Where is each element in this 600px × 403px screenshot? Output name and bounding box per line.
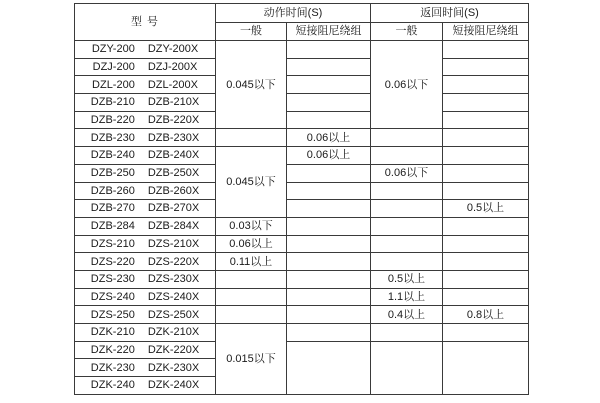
model-name: DZS-220 (90, 255, 135, 268)
model-name-x: DZS-250X (147, 308, 200, 321)
return-general-cell (371, 200, 443, 218)
header-row-groups (75, 4, 529, 23)
action-damping-cell (287, 341, 371, 394)
table-row (75, 324, 529, 342)
model-name: DZS-210 (90, 237, 135, 250)
model-name-x: DZK-220X (147, 343, 200, 356)
action-general-cell: 0.045以下 (216, 41, 287, 129)
return-damping-cell (443, 182, 529, 200)
model-name: DZY-200 (91, 43, 135, 56)
col-header-return-time: 返回时间(S) (371, 4, 529, 23)
action-general-cell: 0.06以上 (216, 235, 287, 253)
model-name: DZS-240 (90, 290, 135, 303)
model-name: DZB-220 (90, 114, 135, 127)
return-damping-cell (443, 253, 529, 271)
return-damping-cell (443, 270, 529, 288)
action-damping-cell (287, 288, 371, 306)
table-row (75, 111, 529, 129)
model-cell (75, 377, 216, 395)
model-name: DZK-240 (90, 379, 135, 392)
action-damping-cell (287, 76, 371, 94)
return-general-cell: 1.1以上 (371, 288, 443, 306)
action-damping-cell (287, 253, 371, 271)
timing-spec-table (74, 3, 529, 395)
table-row (75, 341, 529, 359)
model-name-x: DZB-230X (147, 131, 200, 144)
table-row (75, 200, 529, 218)
model-cell (75, 217, 216, 235)
col-header-return-general: 一般 (371, 23, 443, 41)
return-damping-cell (443, 235, 529, 253)
action-general-cell (216, 129, 287, 147)
model-name: DZB-270 (90, 202, 135, 215)
return-general-cell (371, 147, 443, 165)
return-general-cell: 0.5以上 (371, 270, 443, 288)
model-cell (75, 76, 216, 94)
return-damping-cell (443, 41, 529, 59)
return-damping-cell (443, 217, 529, 235)
action-damping-cell (287, 41, 371, 59)
return-general-cell (371, 129, 443, 147)
return-damping-cell: 0.8以上 (443, 306, 529, 324)
model-name-x: DZB-284X (147, 220, 200, 233)
return-general-cell (371, 253, 443, 271)
table-row (75, 182, 529, 200)
model-name: DZB-250 (90, 167, 135, 180)
model-name: DZB-260 (90, 184, 135, 197)
model-name: DZK-230 (90, 361, 135, 374)
model-name-x: DZB-220X (147, 114, 200, 127)
table-row (75, 164, 529, 182)
return-general-cell: 0.06以下 (371, 164, 443, 182)
return-damping-cell (443, 111, 529, 129)
return-general-cell (371, 341, 443, 394)
model-cell (75, 200, 216, 218)
action-damping-cell (287, 200, 371, 218)
table-row (75, 94, 529, 112)
model-name-x: DZL-200X (147, 78, 198, 91)
model-cell (75, 270, 216, 288)
model-name-x: DZS-220X (147, 255, 200, 268)
model-name: DZJ-200 (92, 60, 135, 73)
model-cell (75, 41, 216, 59)
return-damping-cell (443, 288, 529, 306)
model-name-x: DZB-210X (147, 96, 200, 109)
table-row (75, 288, 529, 306)
action-general-cell: 0.11以上 (216, 253, 287, 271)
model-cell (75, 129, 216, 147)
return-damping-cell (443, 324, 529, 342)
model-name: DZB-210 (90, 96, 135, 109)
col-header-action-damping: 短接阻尼绕组 (287, 23, 371, 41)
return-damping-cell (443, 58, 529, 76)
model-name-x: DZK-230X (147, 361, 200, 374)
model-cell (75, 111, 216, 129)
table-row (75, 306, 529, 324)
action-general-cell: 0.015以下 (216, 324, 287, 395)
action-general-cell (216, 270, 287, 288)
table-row (75, 76, 529, 94)
return-general-cell: 0.4以上 (371, 306, 443, 324)
model-name: DZS-250 (90, 308, 135, 321)
action-damping-cell (287, 217, 371, 235)
model-name-x: DZS-240X (147, 290, 200, 303)
return-damping-cell (443, 94, 529, 112)
return-general-cell (371, 324, 443, 342)
model-cell (75, 306, 216, 324)
return-damping-cell (443, 341, 529, 394)
return-general-cell: 0.06以下 (371, 41, 443, 129)
return-general-cell (371, 235, 443, 253)
table-row (75, 217, 529, 235)
action-damping-cell (287, 182, 371, 200)
model-name-x: DZK-240X (147, 379, 200, 392)
model-cell (75, 341, 216, 359)
model-name: DZL-200 (92, 78, 135, 91)
table-row (75, 147, 529, 165)
model-cell (75, 324, 216, 342)
action-damping-cell (287, 270, 371, 288)
return-damping-cell: 0.5以上 (443, 200, 529, 218)
model-name: DZB-284 (90, 220, 135, 233)
model-cell (75, 288, 216, 306)
return-damping-cell (443, 76, 529, 94)
model-cell (75, 182, 216, 200)
return-damping-cell (443, 147, 529, 165)
return-general-cell (371, 217, 443, 235)
model-name-x: DZS-210X (147, 237, 200, 250)
model-cell (75, 94, 216, 112)
model-name-x: DZB-240X (147, 149, 200, 162)
model-cell (75, 58, 216, 76)
action-general-cell: 0.045以下 (216, 147, 287, 218)
return-damping-cell (443, 164, 529, 182)
model-cell (75, 359, 216, 377)
action-damping-cell (287, 58, 371, 76)
model-name: DZS-230 (90, 273, 135, 286)
table-row (75, 129, 529, 147)
col-header-return-damping: 短接阻尼绕组 (443, 23, 529, 41)
action-damping-cell: 0.06以上 (287, 129, 371, 147)
col-header-action-time: 动作时间(S) (216, 4, 371, 23)
model-cell (75, 164, 216, 182)
action-damping-cell (287, 164, 371, 182)
action-general-cell: 0.03以下 (216, 217, 287, 235)
table-row (75, 41, 529, 59)
model-name-x: DZB-250X (147, 167, 200, 180)
return-damping-cell (443, 129, 529, 147)
action-damping-cell (287, 324, 371, 342)
return-general-cell (371, 182, 443, 200)
table-row (75, 253, 529, 271)
action-damping-cell (287, 111, 371, 129)
action-damping-cell (287, 306, 371, 324)
model-name: DZB-240 (90, 149, 135, 162)
model-name: DZK-220 (90, 343, 135, 356)
col-header-action-general: 一般 (216, 23, 287, 41)
table-row (75, 58, 529, 76)
model-name-x: DZJ-200X (147, 60, 198, 73)
model-cell (75, 147, 216, 165)
model-name-x: DZS-230X (147, 273, 200, 286)
action-general-cell (216, 306, 287, 324)
model-cell (75, 235, 216, 253)
action-damping-cell (287, 235, 371, 253)
model-name: DZB-230 (90, 131, 135, 144)
action-damping-cell (287, 94, 371, 112)
model-name: DZK-210 (90, 326, 135, 339)
table-row (75, 270, 529, 288)
table-row (75, 235, 529, 253)
action-general-cell (216, 288, 287, 306)
model-name-x: DZB-270X (147, 202, 200, 215)
action-damping-cell: 0.06以上 (287, 147, 371, 165)
model-name-x: DZK-210X (147, 326, 200, 339)
col-header-model: 型 号 (75, 4, 216, 41)
model-name-x: DZB-260X (147, 184, 200, 197)
model-cell (75, 253, 216, 271)
model-name-x: DZY-200X (147, 43, 199, 56)
